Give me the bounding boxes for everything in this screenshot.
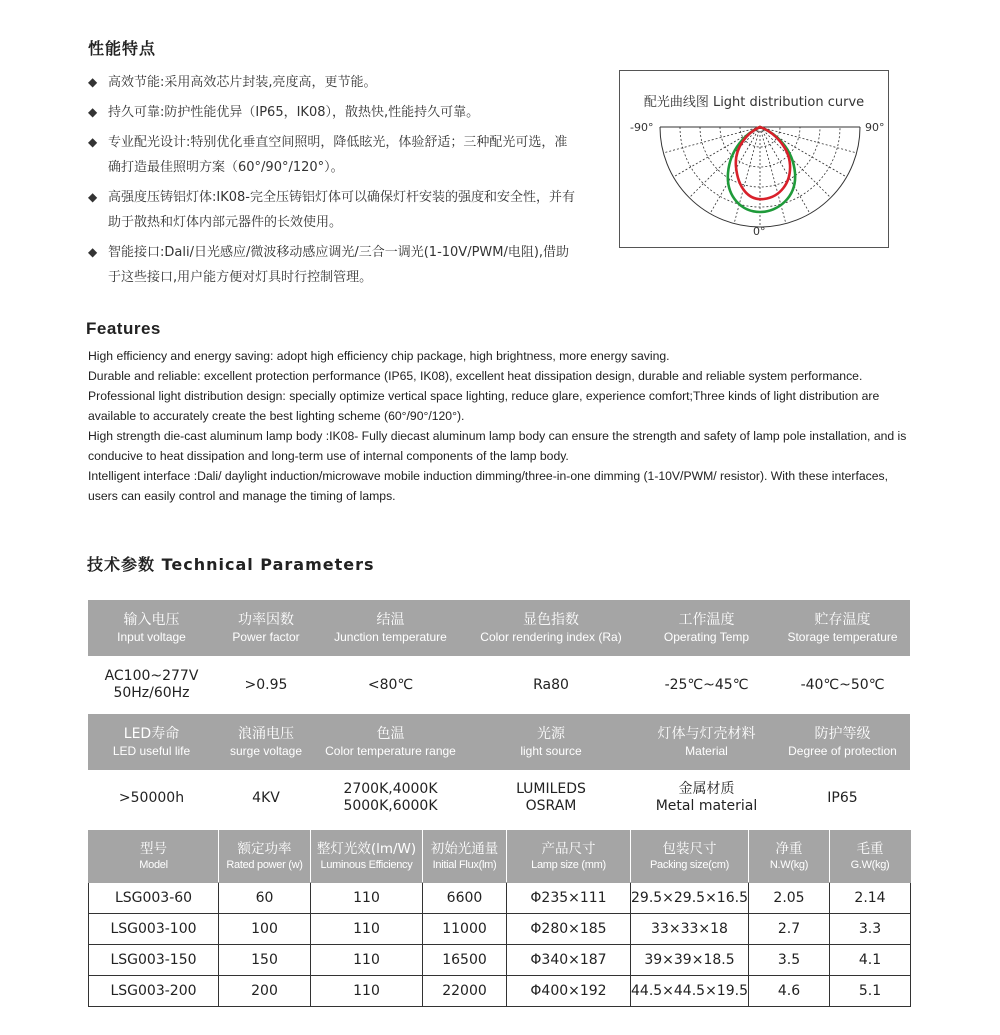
header-cell: 防护等级 Degree of protection <box>775 714 910 770</box>
table-row: LSG003-200 200 110 22000 Φ400×192 44.5×44.5×19.5 4.6 5.1 <box>89 976 911 1007</box>
features-en-title: Features <box>86 319 161 338</box>
header-cell: 净重 N.W(kg) <box>749 831 830 883</box>
header-cell: 额定功率 Rated power (w) <box>219 831 311 883</box>
list-item: High efficiency and energy saving: adopt high efficiency chip package, high brightness, more energy saving. <box>88 349 670 363</box>
header-cell: 功率因数 Power factor <box>215 600 317 656</box>
header-cell: 灯体与灯壳材料 Material <box>638 714 775 770</box>
value-cell: IP65 <box>827 789 858 806</box>
params-table-2 <box>88 714 910 826</box>
features-cn-title: 性能特点 <box>88 39 157 58</box>
params-table-1 <box>88 600 910 714</box>
header-cell: 工作温度 Operating Temp <box>638 600 775 656</box>
value-cell: >50000h <box>118 789 185 806</box>
list-item: ◆ 专业配光设计:特别优化垂直空间照明，降低眩光，体验舒适；三种配光可选，准确打造最佳照明方案（60°/90°/120°）。 <box>88 130 578 180</box>
header-cell: 色温 Color temperature range <box>317 714 464 770</box>
value-cell: >0.95 <box>244 676 288 693</box>
list-item: ◆ 高强度压铸铝灯体:IK08-完全压铸铝灯体可以确保灯杆安装的强度和安全性，并有助于散热和灯体内部元器件的长效使用。 <box>88 185 578 235</box>
red-curve <box>736 127 790 199</box>
table-row: LSG003-100 100 110 11000 Φ280×185 33×33×18 2.7 3.3 <box>89 914 911 945</box>
features-cn-list <box>88 70 578 295</box>
diamond-bullet-icon: ◆ <box>88 135 98 149</box>
header-cell: 产品尺寸 Lamp size (mm) <box>507 831 631 883</box>
value-cell: 4KV <box>252 789 280 806</box>
header-cell: 浪涌电压 surge voltage <box>215 714 317 770</box>
models-table <box>88 830 911 1007</box>
diamond-bullet-icon: ◆ <box>88 75 98 89</box>
list-item: Professional light distribution design: specially optimize vertical space lighting, reduce glare, experience comfort;Three kinds of light distribution are available to accurately create the best lighting scheme (60°/90°/120°). <box>88 389 880 423</box>
curve-left-label: -90° <box>630 121 654 134</box>
header-cell: 毛重 G.W(kg) <box>830 831 911 883</box>
value-cell: AC100~277V 50Hz/60Hz <box>104 668 199 701</box>
list-item: Intelligent interface :Dali/ daylight induction/microwave mobile induction dimming/three-in-one dimming (1-10V/PWM/ resistor). With these interfaces, users can easily control and manage the timing of lamps. <box>88 469 888 503</box>
value-cell: <80℃ <box>367 676 414 693</box>
list-item: ◆ 智能接口:Dali/日光感应/微波移动感应调光/三合一调光(1-10V/PWM/电阻),借助于这些接口,用户能方便对灯具时行控制管理。 <box>88 240 578 290</box>
value-cell: 2700K,4000K 5000K,6000K <box>343 781 438 814</box>
header-cell: 输入电压 Input voltage <box>88 600 215 656</box>
curve-title: 配光曲线图 Light distribution curve <box>643 95 865 110</box>
curve-bottom-label: 0° <box>753 225 766 238</box>
header-cell: 光源 light source <box>464 714 638 770</box>
table-row: LSG003-60 60 110 6600 Φ235×111 29.5×29.5×16.5 2.05 2.14 <box>89 883 911 914</box>
diamond-bullet-icon: ◆ <box>88 105 98 119</box>
header-cell: 显色指数 Color rendering index (Ra) <box>464 600 638 656</box>
header-cell: LED寿命 LED useful life <box>88 714 215 770</box>
polar-diagram <box>620 71 888 247</box>
list-item: ◆ 持久可靠:防护性能优异（IP65，IK08），散热快,性能持久可靠。 <box>88 100 578 125</box>
value-cell: Ra80 <box>533 676 569 693</box>
value-cell: LUMILEDS OSRAM <box>516 781 586 814</box>
value-cell: 金属材质 Metal material <box>655 781 758 814</box>
params-title: 技术参数 Technical Parameters <box>87 555 375 574</box>
features-en-list <box>88 346 908 506</box>
list-item: ◆ 高效节能:采用高效芯片封装,亮度高，更节能。 <box>88 70 578 95</box>
value-cell: -40℃~50℃ <box>800 676 885 693</box>
header-cell: 包装尺寸 Packing size(cm) <box>631 831 749 883</box>
curve-right-label: 90° <box>865 121 885 134</box>
header-cell: 型号 Model <box>89 831 219 883</box>
header-cell: 初始光通量 Initial Flux(lm) <box>423 831 507 883</box>
diamond-bullet-icon: ◆ <box>88 190 98 204</box>
header-cell: 结温 Junction temperature <box>317 600 464 656</box>
value-cell: -25℃~45℃ <box>664 676 749 693</box>
diamond-bullet-icon: ◆ <box>88 245 98 259</box>
header-cell: 整灯光效(lm/W) Luminous Efficiency <box>311 831 423 883</box>
table-row: LSG003-150 150 110 16500 Φ340×187 39×39×18.5 3.5 4.1 <box>89 945 911 976</box>
header-cell: 贮存温度 Storage temperature <box>775 600 910 656</box>
light-distribution-curve <box>619 70 889 248</box>
list-item: Durable and reliable: excellent protection performance (IP65, IK08), excellent heat dissipation design, durable and reliable system performance. <box>88 369 863 383</box>
list-item: High strength die-cast aluminum lamp body :IK08- Fully diecast aluminum lamp body can ensure the strength and safety of lamp pole installation, and is conducive to heat dissipation and long-term use of internal components of the lamp body. <box>88 429 907 463</box>
